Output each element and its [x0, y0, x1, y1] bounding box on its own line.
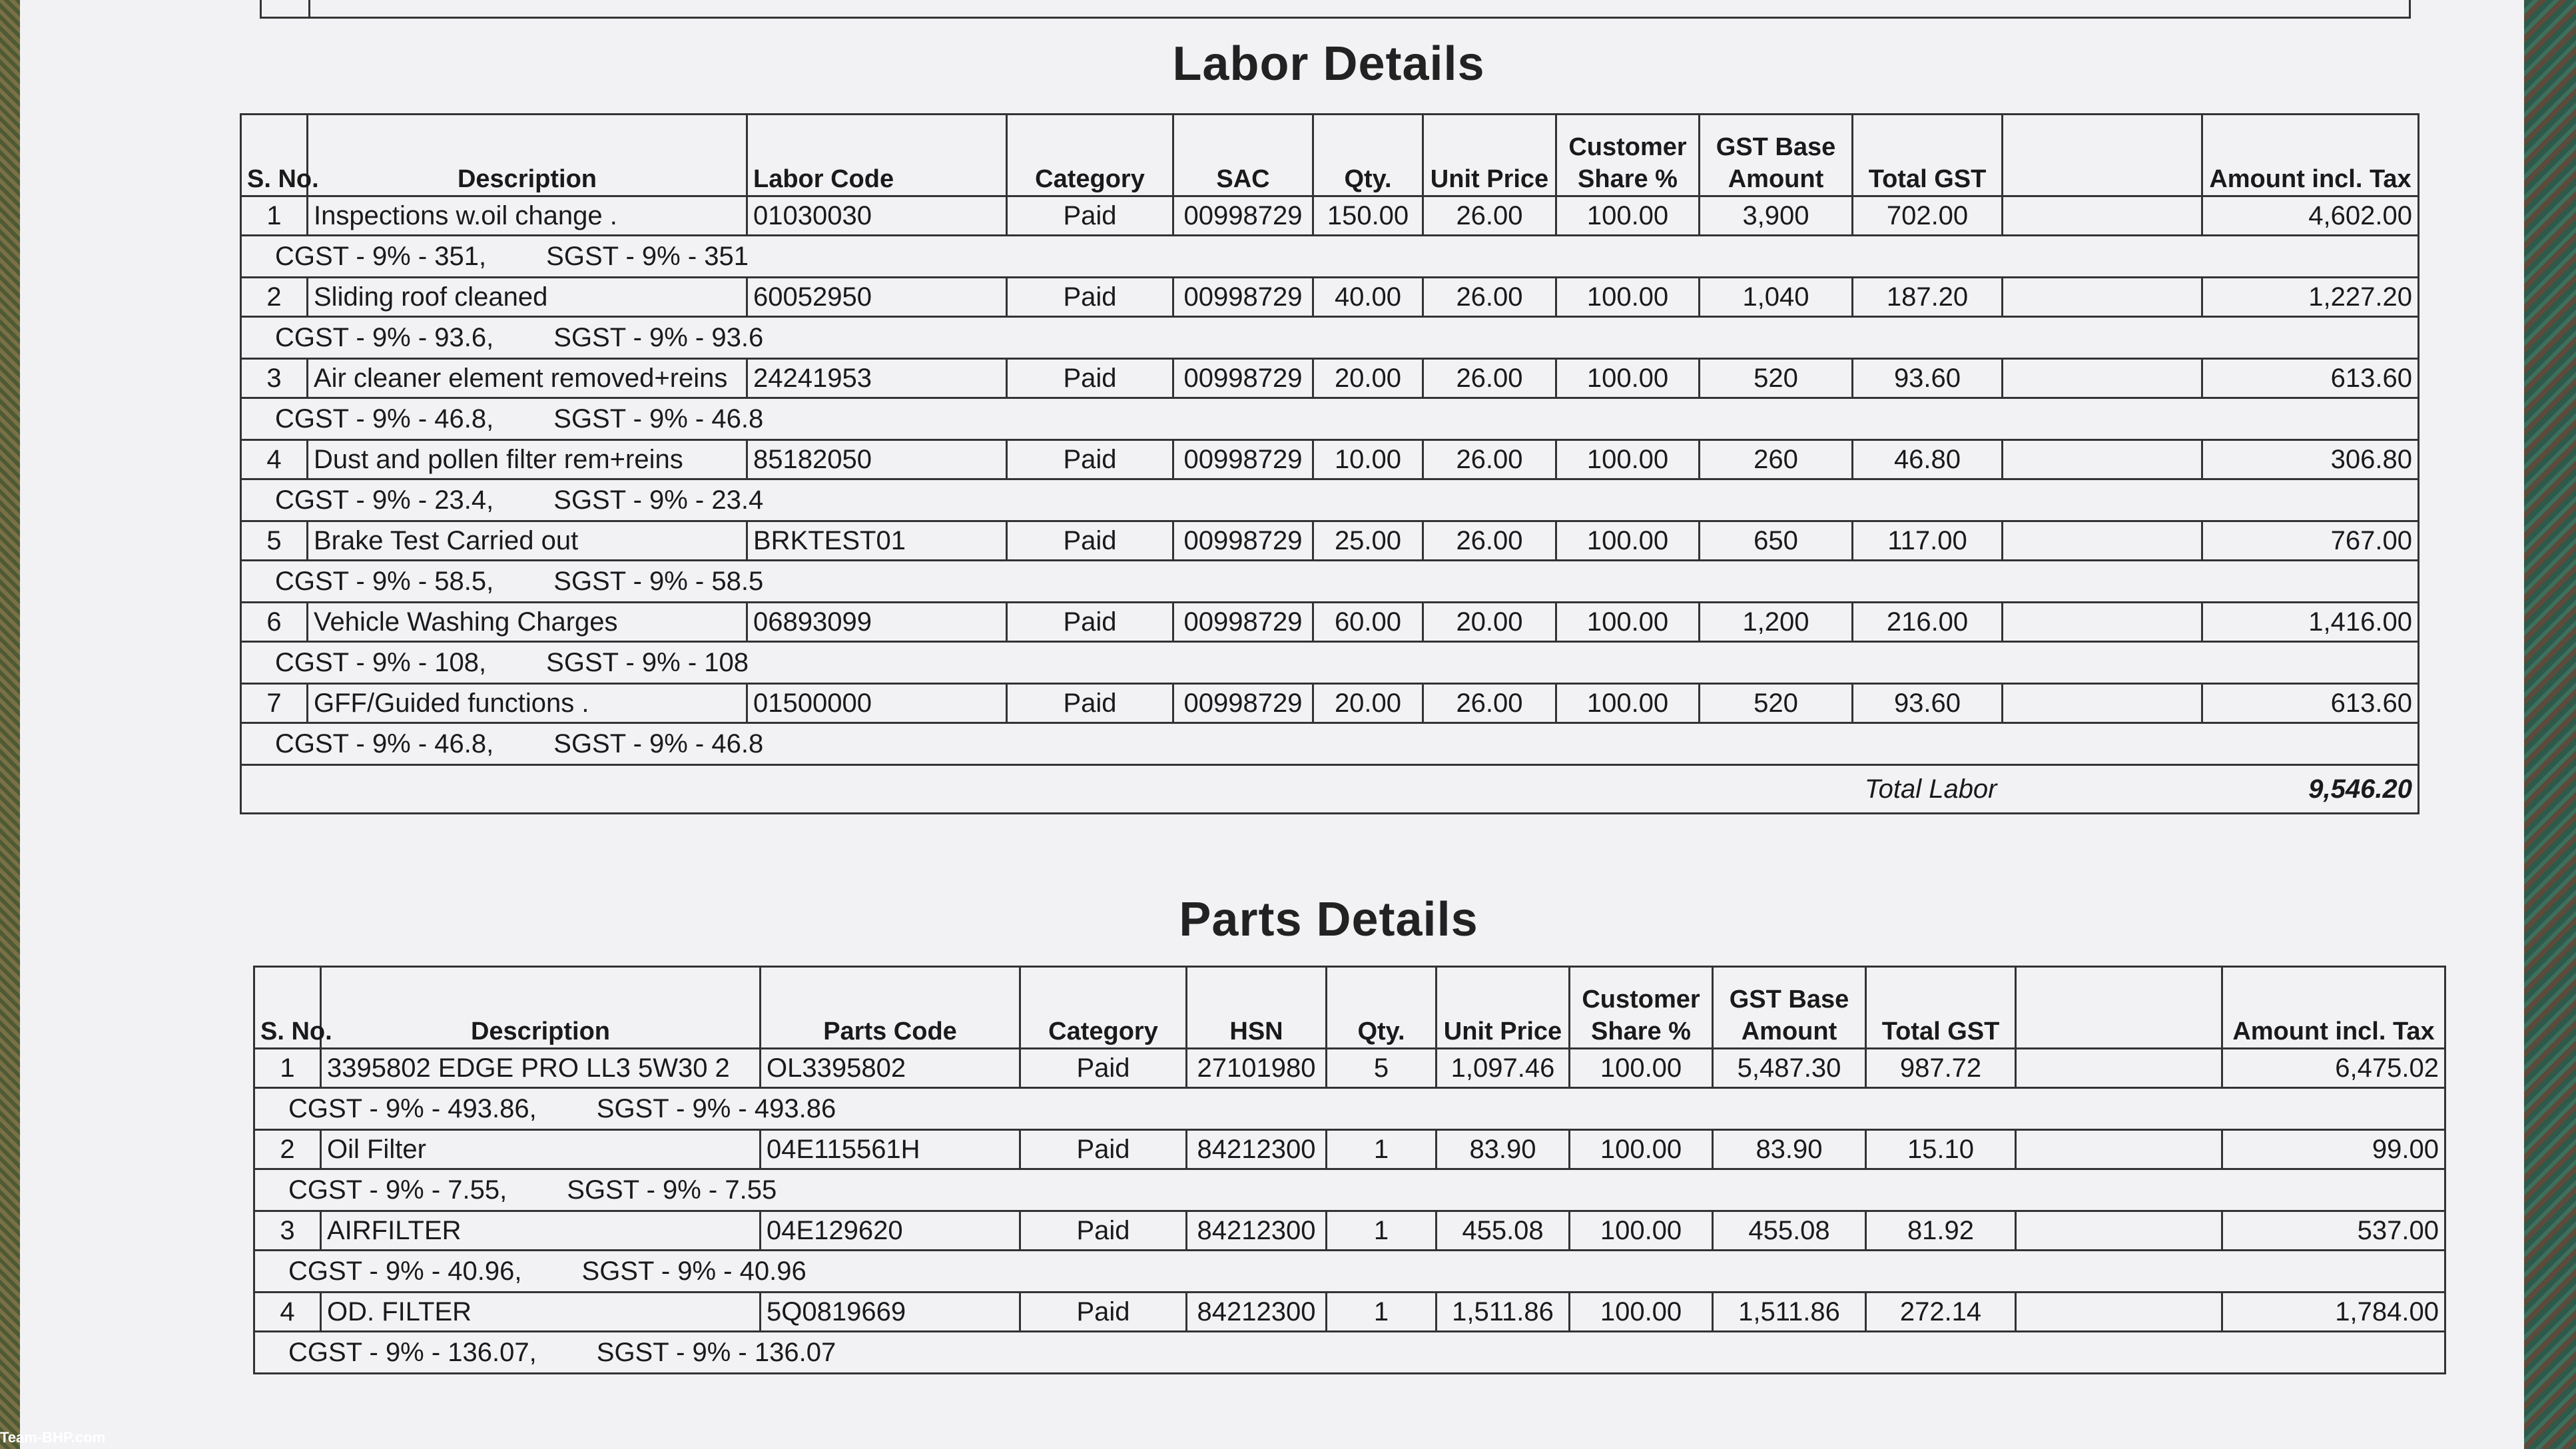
row-unit-price: 26.00 — [1423, 278, 1556, 317]
row-total-gst: 272.14 — [1866, 1293, 2016, 1332]
col-description: Description — [321, 967, 761, 1049]
sgst-text: SGST - 9% - 493.86 — [596, 1093, 836, 1123]
row-sac: 00998729 — [1173, 196, 1313, 236]
tax-breakdown-row — [254, 1332, 2445, 1374]
row-hsn: 27101980 — [1187, 1049, 1327, 1088]
row-description: 3395802 EDGE PRO LL3 5W30 2 — [321, 1049, 761, 1088]
tax-breakdown — [241, 723, 2419, 765]
row-customer-share: 100.00 — [1570, 1211, 1713, 1251]
table-row — [254, 1211, 2445, 1251]
col-parts-code: Parts Code — [761, 967, 1020, 1049]
row-blank — [2016, 1293, 2222, 1332]
row-description: Dust and pollen filter rem+reins — [308, 440, 747, 479]
sgst-text: SGST - 9% - 40.96 — [581, 1256, 806, 1286]
tax-breakdown-row — [254, 1088, 2445, 1130]
col-category: Category — [1007, 115, 1173, 196]
cgst-text: CGST - 9% - 46.8, — [275, 404, 494, 434]
sgst-text: SGST - 9% - 46.8 — [553, 728, 764, 758]
row-sac: 00998729 — [1173, 440, 1313, 479]
col-blank — [2016, 967, 2222, 1049]
cgst-text: CGST - 9% - 7.55, — [288, 1175, 507, 1205]
row-blank — [2003, 684, 2202, 723]
row-blank — [2016, 1211, 2222, 1251]
row-category: Paid — [1007, 196, 1173, 236]
row-amount: 4,602.00 — [2202, 196, 2419, 236]
row-unit-price: 26.00 — [1423, 684, 1556, 723]
row-total-gst: 81.92 — [1866, 1211, 2016, 1251]
row-labor-code: 01500000 — [747, 684, 1007, 723]
total-labor-value: 9,546.20 — [2202, 765, 2419, 814]
row-labor-code: 01030030 — [747, 196, 1007, 236]
row-gst-base: 520 — [1700, 684, 1853, 723]
sgst-text: SGST - 9% - 46.8 — [553, 404, 764, 434]
row-blank — [2003, 521, 2202, 561]
cgst-text: CGST - 9% - 351, — [275, 241, 487, 271]
col-gst-base: GST Base Amount — [1713, 967, 1866, 1049]
col-unit-price: Unit Price — [1423, 115, 1556, 196]
cgst-text: CGST - 9% - 93.6, — [275, 322, 494, 352]
row-gst-base: 260 — [1700, 440, 1853, 479]
row-sno: 1 — [241, 196, 308, 236]
row-qty: 5 — [1327, 1049, 1437, 1088]
table-row — [241, 603, 2419, 642]
row-amount: 613.60 — [2202, 359, 2419, 398]
tax-breakdown — [254, 1251, 2445, 1293]
row-customer-share: 100.00 — [1556, 603, 1700, 642]
row-labor-code: BRKTEST01 — [747, 521, 1007, 561]
row-gst-base: 5,487.30 — [1713, 1049, 1866, 1088]
row-total-gst: 187.20 — [1853, 278, 2003, 317]
row-total-gst: 117.00 — [1853, 521, 2003, 561]
invoice-paper — [20, 0, 2524, 1449]
row-description: Oil Filter — [321, 1130, 761, 1169]
row-category: Paid — [1007, 359, 1173, 398]
row-unit-price: 26.00 — [1423, 359, 1556, 398]
tax-breakdown-row — [241, 398, 2419, 440]
row-sno: 2 — [241, 278, 308, 317]
previous-table-edge — [260, 0, 2411, 19]
row-total-gst: 93.60 — [1853, 359, 2003, 398]
row-qty: 1 — [1327, 1293, 1437, 1332]
row-qty: 150.00 — [1313, 196, 1423, 236]
row-total-gst: 15.10 — [1866, 1130, 2016, 1169]
cgst-text: CGST - 9% - 23.4, — [275, 485, 494, 515]
col-sno: S. No. — [254, 967, 321, 1049]
row-unit-price: 20.00 — [1423, 603, 1556, 642]
row-unit-price: 26.00 — [1423, 196, 1556, 236]
row-sno: 6 — [241, 603, 308, 642]
row-amount: 1,416.00 — [2202, 603, 2419, 642]
row-gst-base: 1,200 — [1700, 603, 1853, 642]
row-parts-code: 04E115561H — [761, 1130, 1020, 1169]
row-unit-price: 83.90 — [1437, 1130, 1570, 1169]
row-blank — [2003, 603, 2202, 642]
row-unit-price: 1,511.86 — [1437, 1293, 1570, 1332]
tax-breakdown-row — [241, 723, 2419, 765]
cgst-text: CGST - 9% - 58.5, — [275, 566, 494, 596]
cgst-text: CGST - 9% - 46.8, — [275, 728, 494, 758]
labor-table — [240, 113, 2419, 814]
tax-breakdown — [241, 479, 2419, 521]
row-category: Paid — [1020, 1130, 1187, 1169]
row-description: Air cleaner element removed+reins — [308, 359, 747, 398]
tax-breakdown-row — [241, 236, 2419, 278]
table-row — [241, 359, 2419, 398]
sgst-text: SGST - 9% - 93.6 — [553, 322, 764, 352]
tax-breakdown — [241, 317, 2419, 359]
tax-breakdown — [254, 1332, 2445, 1374]
row-amount: 767.00 — [2202, 521, 2419, 561]
row-category: Paid — [1007, 521, 1173, 561]
row-unit-price: 1,097.46 — [1437, 1049, 1570, 1088]
col-unit-price: Unit Price — [1437, 967, 1570, 1049]
cgst-text: CGST - 9% - 108, — [275, 647, 487, 677]
row-sno: 2 — [254, 1130, 321, 1169]
sgst-text: SGST - 9% - 7.55 — [567, 1175, 777, 1205]
col-category: Category — [1020, 967, 1187, 1049]
row-gst-base: 1,511.86 — [1713, 1293, 1866, 1332]
row-customer-share: 100.00 — [1556, 278, 1700, 317]
row-amount: 1,227.20 — [2202, 278, 2419, 317]
row-labor-code: 06893099 — [747, 603, 1007, 642]
tax-breakdown-row — [241, 317, 2419, 359]
table-row — [254, 1049, 2445, 1088]
row-qty: 25.00 — [1313, 521, 1423, 561]
row-sac: 00998729 — [1173, 684, 1313, 723]
tax-breakdown — [241, 236, 2419, 278]
row-blank — [2016, 1130, 2222, 1169]
parts-header-row — [254, 967, 2445, 1049]
row-customer-share: 100.00 — [1570, 1293, 1713, 1332]
sgst-text: SGST - 9% - 136.07 — [596, 1337, 836, 1367]
row-description: GFF/Guided functions . — [308, 684, 747, 723]
sgst-text: SGST - 9% - 351 — [546, 241, 749, 271]
col-sac: SAC — [1173, 115, 1313, 196]
table-row — [241, 521, 2419, 561]
row-category: Paid — [1007, 684, 1173, 723]
row-total-gst: 987.72 — [1866, 1049, 2016, 1088]
labor-section-title: Labor Details — [1172, 37, 1485, 91]
row-labor-code: 85182050 — [747, 440, 1007, 479]
row-parts-code: OL3395802 — [761, 1049, 1020, 1088]
row-labor-code: 24241953 — [747, 359, 1007, 398]
parts-section-title: Parts Details — [1179, 893, 1478, 946]
col-total-gst: Total GST — [1853, 115, 2003, 196]
row-qty: 10.00 — [1313, 440, 1423, 479]
row-blank — [2016, 1049, 2222, 1088]
row-qty: 60.00 — [1313, 603, 1423, 642]
row-gst-base: 1,040 — [1700, 278, 1853, 317]
col-gst-base: GST Base Amount — [1700, 115, 1853, 196]
sgst-text: SGST - 9% - 108 — [546, 647, 749, 677]
row-gst-base: 3,900 — [1700, 196, 1853, 236]
col-sno: S. No. — [241, 115, 308, 196]
row-qty: 1 — [1327, 1211, 1437, 1251]
total-labor-row — [241, 765, 2419, 814]
col-amount-incl-tax: Amount incl. Tax — [2202, 115, 2419, 196]
row-total-gst: 216.00 — [1853, 603, 2003, 642]
col-customer-share: Customer Share % — [1556, 115, 1700, 196]
row-category: Paid — [1007, 440, 1173, 479]
tax-breakdown-row — [254, 1169, 2445, 1211]
watermark-logo: Team-BHP.com — [0, 1429, 106, 1446]
row-qty: 1 — [1327, 1130, 1437, 1169]
row-qty: 40.00 — [1313, 278, 1423, 317]
row-category: Paid — [1020, 1293, 1187, 1332]
row-parts-code: 5Q0819669 — [761, 1293, 1020, 1332]
tax-breakdown-row — [254, 1251, 2445, 1293]
row-description: OD. FILTER — [321, 1293, 761, 1332]
labor-header-row — [241, 115, 2419, 196]
row-hsn: 84212300 — [1187, 1211, 1327, 1251]
row-unit-price: 26.00 — [1423, 521, 1556, 561]
col-qty: Qty. — [1327, 967, 1437, 1049]
table-row — [241, 684, 2419, 723]
row-sac: 00998729 — [1173, 521, 1313, 561]
row-sno: 7 — [241, 684, 308, 723]
row-hsn: 84212300 — [1187, 1130, 1327, 1169]
cgst-text: CGST - 9% - 493.86, — [288, 1093, 537, 1123]
row-parts-code: 04E129620 — [761, 1211, 1020, 1251]
col-hsn: HSN — [1187, 967, 1327, 1049]
row-gst-base: 520 — [1700, 359, 1853, 398]
total-labor-label: Total Labor — [241, 765, 2003, 814]
row-amount: 1,784.00 — [2222, 1293, 2445, 1332]
row-sac: 00998729 — [1173, 359, 1313, 398]
row-qty: 20.00 — [1313, 684, 1423, 723]
row-sac: 00998729 — [1173, 603, 1313, 642]
row-hsn: 84212300 — [1187, 1293, 1327, 1332]
row-customer-share: 100.00 — [1556, 521, 1700, 561]
sgst-text: SGST - 9% - 23.4 — [553, 485, 764, 515]
row-gst-base: 650 — [1700, 521, 1853, 561]
table-row — [241, 196, 2419, 236]
col-labor-code: Labor Code — [747, 115, 1007, 196]
row-category: Paid — [1007, 603, 1173, 642]
col-total-gst: Total GST — [1866, 967, 2016, 1049]
tax-breakdown-row — [241, 561, 2419, 603]
row-description: AIRFILTER — [321, 1211, 761, 1251]
row-qty: 20.00 — [1313, 359, 1423, 398]
col-qty: Qty. — [1313, 115, 1423, 196]
row-amount: 537.00 — [2222, 1211, 2445, 1251]
row-gst-base: 455.08 — [1713, 1211, 1866, 1251]
col-amount-incl-tax: Amount incl. Tax — [2222, 967, 2445, 1049]
row-gst-base: 83.90 — [1713, 1130, 1866, 1169]
col-blank — [2003, 115, 2202, 196]
row-blank — [2003, 196, 2202, 236]
col-customer-share: Customer Share % — [1570, 967, 1713, 1049]
row-total-gst: 93.60 — [1853, 684, 2003, 723]
row-blank — [2003, 440, 2202, 479]
cgst-text: CGST - 9% - 136.07, — [288, 1337, 537, 1367]
row-sno: 4 — [241, 440, 308, 479]
table-row — [254, 1130, 2445, 1169]
table-row — [241, 278, 2419, 317]
row-customer-share: 100.00 — [1570, 1049, 1713, 1088]
row-description: Brake Test Carried out — [308, 521, 747, 561]
sgst-text: SGST - 9% - 58.5 — [553, 566, 764, 596]
row-sac: 00998729 — [1173, 278, 1313, 317]
table-row — [241, 440, 2419, 479]
row-customer-share: 100.00 — [1556, 684, 1700, 723]
row-description: Vehicle Washing Charges — [308, 603, 747, 642]
row-amount: 6,475.02 — [2222, 1049, 2445, 1088]
row-category: Paid — [1007, 278, 1173, 317]
row-category: Paid — [1020, 1211, 1187, 1251]
table-row — [254, 1293, 2445, 1332]
row-amount: 99.00 — [2222, 1130, 2445, 1169]
tax-breakdown — [241, 642, 2419, 684]
row-labor-code: 60052950 — [747, 278, 1007, 317]
row-customer-share: 100.00 — [1570, 1130, 1713, 1169]
row-description: Sliding roof cleaned — [308, 278, 747, 317]
parts-table — [253, 966, 2446, 1374]
row-unit-price: 455.08 — [1437, 1211, 1570, 1251]
row-amount: 306.80 — [2202, 440, 2419, 479]
row-customer-share: 100.00 — [1556, 196, 1700, 236]
row-blank — [2003, 278, 2202, 317]
row-sno: 3 — [254, 1211, 321, 1251]
row-unit-price: 26.00 — [1423, 440, 1556, 479]
row-total-gst: 46.80 — [1853, 440, 2003, 479]
tax-breakdown-row — [241, 479, 2419, 521]
row-total-gst: 702.00 — [1853, 196, 2003, 236]
tax-breakdown — [241, 398, 2419, 440]
row-blank — [2003, 359, 2202, 398]
row-amount: 613.60 — [2202, 684, 2419, 723]
row-customer-share: 100.00 — [1556, 359, 1700, 398]
tax-breakdown — [254, 1169, 2445, 1211]
row-customer-share: 100.00 — [1556, 440, 1700, 479]
row-sno: 1 — [254, 1049, 321, 1088]
col-description: Description — [308, 115, 747, 196]
tax-breakdown — [254, 1088, 2445, 1130]
row-sno: 4 — [254, 1293, 321, 1332]
tax-breakdown-row — [241, 642, 2419, 684]
cgst-text: CGST - 9% - 40.96, — [288, 1256, 522, 1286]
row-sno: 5 — [241, 521, 308, 561]
row-sno: 3 — [241, 359, 308, 398]
row-category: Paid — [1020, 1049, 1187, 1088]
row-description: Inspections w.oil change . — [308, 196, 747, 236]
tax-breakdown — [241, 561, 2419, 603]
